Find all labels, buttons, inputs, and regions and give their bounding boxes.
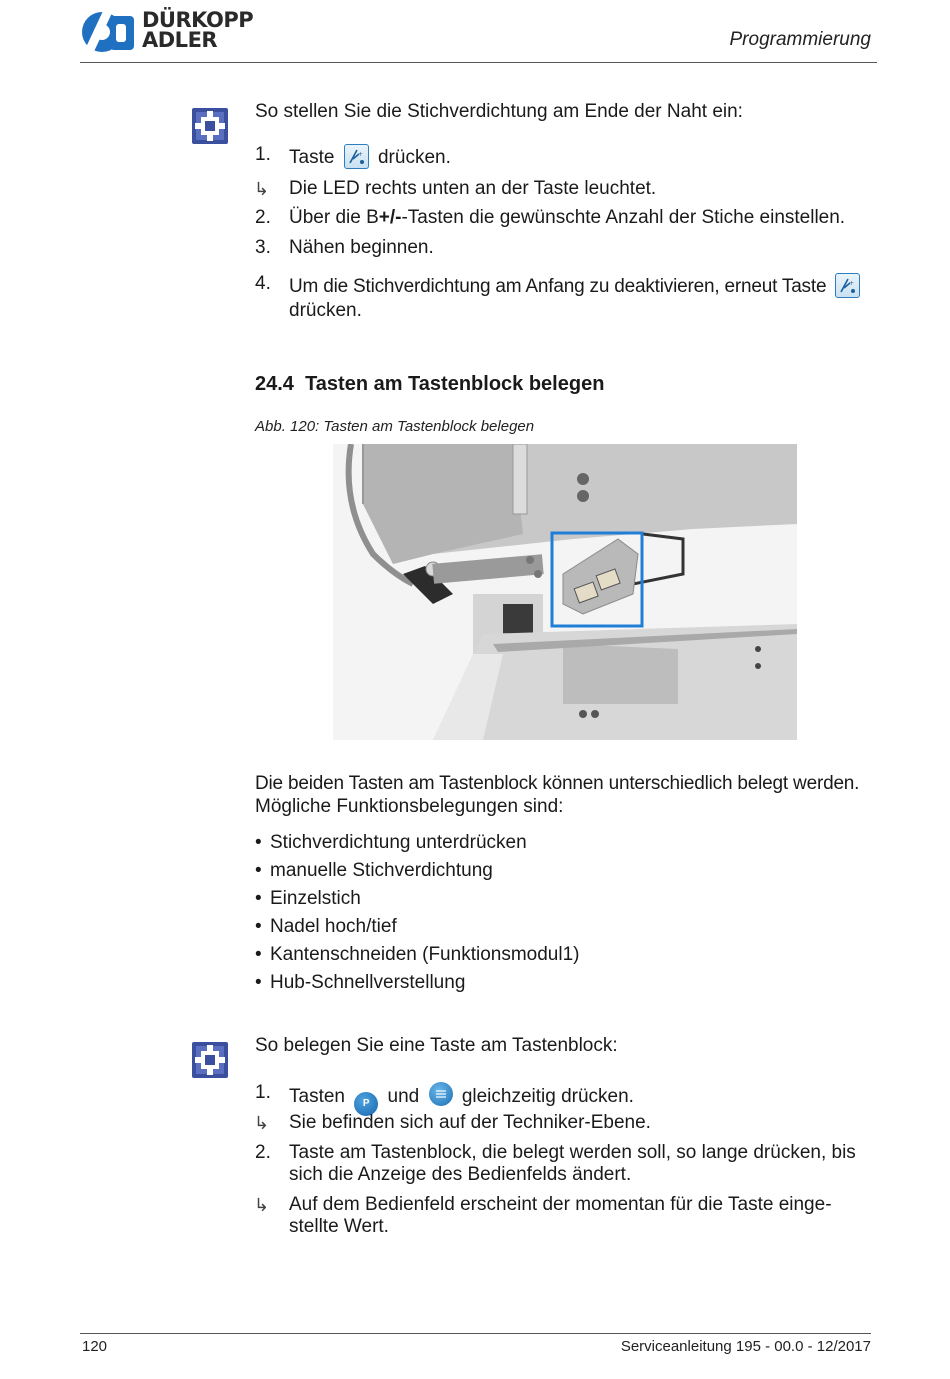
section-title: Tasten am Tastenblock belegen (305, 373, 605, 395)
step-text (289, 273, 864, 298)
step-text-c: -Tasten die gewünschte Anzahl der Stiche einstellen. (401, 207, 846, 228)
section-heading (255, 373, 604, 396)
description-line1: Die beiden Tasten am Tastenblock können unterschiedlich belegt werden. (255, 773, 860, 794)
list-item-text: Einzelstich (270, 888, 361, 909)
step-text: Nähen beginnen. (289, 237, 434, 258)
step-number: 4. (255, 273, 271, 294)
brand-name-line2: ADLER (142, 28, 218, 52)
step-text-line1: Taste am Tastenblock, die belegt werden soll, so lange drücken, bis (289, 1142, 856, 1163)
step-number: 1. (255, 144, 271, 165)
list-item-text: manuelle Stichverdichtung (270, 860, 493, 881)
list-item-text: Stichverdichtung unterdrücken (270, 832, 527, 853)
document-reference: Serviceanleitung 195 - 00.0 - 12/2017 (620, 1338, 871, 1355)
step-1 (0, 1082, 950, 1108)
bullet-icon: • (255, 916, 262, 937)
step-text-line1: Um die Stichverdichtung am Anfang zu deaktivieren, erneut Taste (289, 276, 827, 297)
step-text (289, 207, 845, 229)
step-3 (0, 237, 950, 261)
step-number: 3. (255, 237, 271, 258)
stitch-condensing-key-icon (835, 273, 860, 298)
list-item-text: Kantenschneiden (Funktionsmodul1) (270, 944, 580, 965)
figure-caption: Abb. 120: Tasten am Tastenblock belegen (255, 418, 535, 435)
result-text-line2: stellte Wert. (289, 1216, 389, 1237)
bullet-icon: • (255, 888, 262, 909)
list-item-text: Hub-Schnellverstellung (270, 972, 466, 993)
step-text-line2: sich die Anzeige des Bedienfelds ändert. (289, 1164, 632, 1185)
step-4 (0, 273, 950, 323)
step-text (289, 1082, 634, 1116)
list-item-text: Nadel hoch/tief (270, 916, 397, 937)
settings-procedure-icon (192, 1042, 228, 1078)
step-text-end: drücken. (377, 147, 451, 168)
settings-procedure-icon (192, 108, 228, 144)
stitch-condensing-key-icon (344, 144, 369, 169)
keypad-photo (333, 444, 797, 740)
result-arrow-icon: ↳ (254, 1195, 270, 1215)
brand-name-line1: DÜRKOPP (142, 8, 254, 32)
step-number: 1. (255, 1082, 271, 1103)
step-number: 2. (255, 207, 271, 228)
step-text-a: Tasten (289, 1086, 345, 1107)
duerkopp-adler-logo (80, 8, 270, 54)
bullet-icon: • (255, 832, 262, 853)
bullet-icon: • (255, 944, 262, 965)
step-text (289, 144, 451, 169)
description-line2: Mögliche Funktionsbelegungen sind: (255, 796, 564, 817)
result-1 (0, 1112, 950, 1136)
header-divider (80, 62, 877, 63)
step-2 (0, 207, 950, 231)
function-list (0, 832, 950, 1002)
procedure-intro: So stellen Sie die Stichverdichtung am Ende der Naht ein: (255, 101, 743, 122)
procedure-intro: So belegen Sie eine Taste am Tastenblock: (255, 1035, 618, 1056)
plus-minus-keys: +/- (378, 207, 402, 228)
result-text: Die LED rechts unten an der Taste leuchtet. (289, 178, 657, 199)
footer-divider (80, 1333, 871, 1334)
svg-text:+: + (849, 280, 855, 287)
result-text: Sie befinden sich auf der Techniker-Ebene. (289, 1112, 651, 1133)
result-text-line1: Auf dem Bedienfeld erscheint der momentan für die Taste einge- (289, 1194, 832, 1215)
step-number: 2. (255, 1142, 271, 1163)
p-key-icon: P (354, 1092, 378, 1116)
step-text-c: gleichzeitig drücken. (461, 1086, 634, 1107)
page-number: 120 (82, 1338, 108, 1355)
result-2 (0, 1194, 950, 1242)
step-2 (0, 1142, 950, 1190)
svg-text:+: + (357, 151, 363, 158)
step-text-start: Taste (289, 147, 335, 168)
bullet-icon: • (255, 972, 262, 993)
result-arrow-icon: ↳ (254, 179, 270, 199)
step-text-a: Über die B (289, 207, 379, 228)
reset-key-icon (429, 1082, 453, 1106)
result-1 (0, 178, 950, 202)
step-text-b: und (387, 1086, 420, 1107)
bullet-icon: • (255, 860, 262, 881)
step-text-line2: drücken. (289, 300, 362, 321)
section-number: 24.4 (255, 373, 294, 395)
logo-mark-icon (80, 10, 140, 54)
chapter-title: Programmierung (729, 29, 871, 50)
result-arrow-icon: ↳ (254, 1113, 270, 1133)
step-1 (0, 144, 950, 170)
